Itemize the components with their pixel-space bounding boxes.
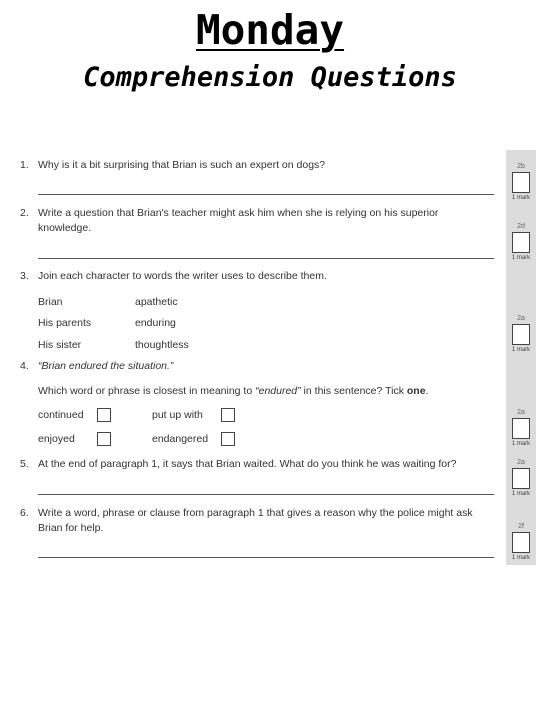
question-4-number: 4. xyxy=(20,360,29,372)
mark-box[interactable] xyxy=(512,418,530,439)
option-continued-label: continued xyxy=(38,409,84,421)
character-brian[interactable]: Brian xyxy=(38,296,63,308)
question-6-answer-line[interactable] xyxy=(38,557,494,558)
option-put-up-with-label: put up with xyxy=(152,409,203,421)
character-his-parents[interactable]: His parents xyxy=(38,317,92,329)
question-6-text-line1: Write a word, phrase or clause from paragraph 1 that gives a reason why the police might ask xyxy=(38,507,473,519)
mark-group-q3 xyxy=(506,314,536,355)
mark-box[interactable] xyxy=(512,232,530,253)
mark-label: 1 mark xyxy=(511,347,531,353)
mark-label: 1 mark xyxy=(511,555,531,561)
option-enjoyed-label: enjoyed xyxy=(38,433,75,445)
mark-label: 1 mark xyxy=(511,255,531,261)
question-5-number: 5. xyxy=(20,458,29,470)
question-2-answer-line[interactable] xyxy=(38,258,494,259)
word-thoughtless[interactable]: thoughtless xyxy=(135,339,189,351)
mark-code: 2a xyxy=(517,459,525,466)
page-title: Monday xyxy=(195,6,345,54)
mark-label: 1 mark xyxy=(511,441,531,447)
marks-margin xyxy=(506,150,536,565)
question-4-quote: “Brian endured the situation.” xyxy=(38,360,174,372)
option-endangered-checkbox[interactable] xyxy=(221,432,235,446)
question-4-instruction: Which word or phrase is closest in meaning to “endured” in this sentence? Tick one. xyxy=(38,385,429,397)
question-2-number: 2. xyxy=(20,207,29,219)
mark-box[interactable] xyxy=(512,468,530,489)
question-1-number: 1. xyxy=(20,159,29,171)
mark-code: 2d xyxy=(517,223,525,230)
question-2-text-line1: Write a question that Brian's teacher might ask him when she is relying on his superior xyxy=(38,207,439,219)
mark-label: 1 mark xyxy=(511,195,531,201)
question-3-text: Join each character to words the writer uses to describe them. xyxy=(38,270,327,282)
mark-code: 2f xyxy=(518,523,524,530)
mark-group-q6 xyxy=(506,522,536,563)
mark-group-q4 xyxy=(506,408,536,449)
mark-group-q2 xyxy=(506,222,536,263)
option-continued-checkbox[interactable] xyxy=(97,408,111,422)
question-1-answer-line[interactable] xyxy=(38,194,494,195)
question-5-text: At the end of paragraph 1, it says that Brian waited. What do you think he was waiting for? xyxy=(38,458,457,470)
option-endangered-label: endangered xyxy=(152,433,209,445)
word-enduring[interactable]: enduring xyxy=(135,317,176,329)
character-his-sister[interactable]: His sister xyxy=(38,339,82,351)
worksheet xyxy=(0,150,540,570)
mark-code: 2a xyxy=(517,409,525,416)
question-5-answer-line[interactable] xyxy=(38,494,494,495)
mark-code: 2b xyxy=(517,163,525,170)
question-2-text-line2: knowledge. xyxy=(38,222,92,234)
question-6-number: 6. xyxy=(20,507,29,519)
question-6-text-line2: Brian for help. xyxy=(38,522,104,534)
mark-label: 1 mark xyxy=(511,491,531,497)
page-subtitle: Comprehension Questions xyxy=(83,62,457,93)
mark-code: 2a xyxy=(517,315,525,322)
mark-group-q5 xyxy=(506,458,536,499)
mark-box[interactable] xyxy=(512,324,530,345)
mark-box[interactable] xyxy=(512,532,530,553)
word-apathetic[interactable]: apathetic xyxy=(135,296,178,308)
question-3-number: 3. xyxy=(20,270,29,282)
option-put-up-with-checkbox[interactable] xyxy=(221,408,235,422)
mark-box[interactable] xyxy=(512,172,530,193)
option-enjoyed-checkbox[interactable] xyxy=(97,432,111,446)
question-1-text: Why is it a bit surprising that Brian is such an expert on dogs? xyxy=(38,159,326,171)
mark-group-q1 xyxy=(506,162,536,203)
